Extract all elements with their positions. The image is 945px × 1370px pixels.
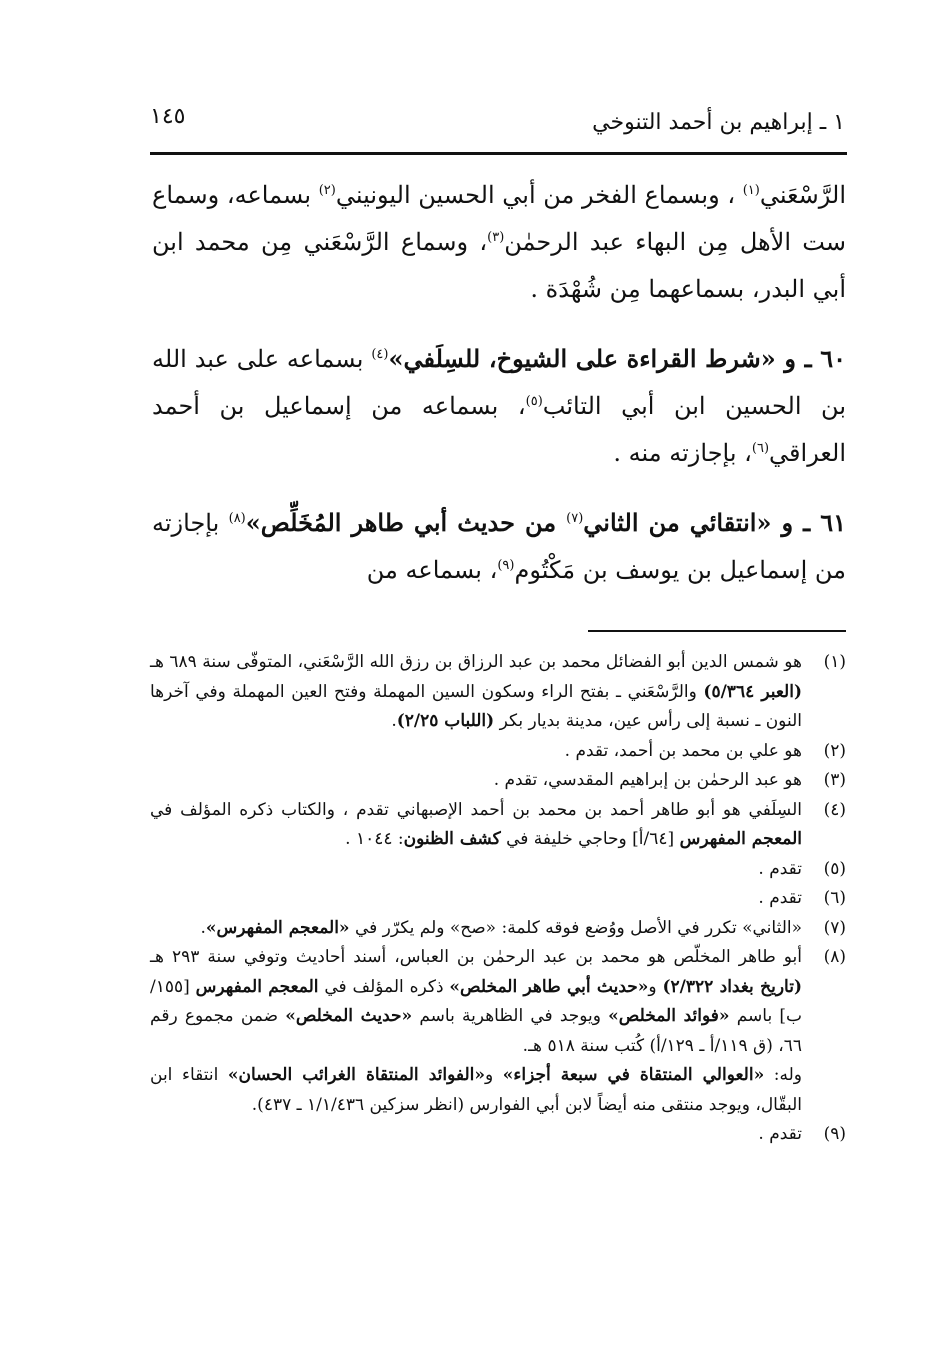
- footnote-ref: (٨): [228, 511, 246, 526]
- text-run: و: [484, 1065, 503, 1085]
- footnote-ref: (٧): [566, 511, 584, 526]
- entry-61: [152, 499, 846, 594]
- entry-heading-cont: من حديث أبي طاهر المُخَلِّص»: [245, 508, 567, 537]
- text-run: انتقاء ابن البقّال، ويوجد منتقى منه أيضاً لابن أبي الفوارس (انظر سزكين ١/١/٤٣٦ ـ ٤٣٧).: [150, 1065, 802, 1115]
- footnote-number: (٢): [823, 740, 846, 761]
- text-run: [٦٤/أ] وحاجي خليفة في: [500, 829, 680, 849]
- text-run: و: [648, 976, 663, 997]
- footnote-number: (٥): [823, 858, 846, 879]
- text-run: .: [391, 711, 397, 731]
- footnote-number: (٦): [823, 888, 846, 908]
- text-run: بإجازته من إسماعيل بن يوسف بن مَكْتُوم: [152, 509, 846, 584]
- entry-heading: ٦٠ ـ و «شرط القراءة على الشيوخ، للسِلَفي»: [388, 344, 847, 373]
- text-run: بسماعه، وسماع ست الأهل مِن البهاء عبد الرحمٰن: [152, 181, 846, 256]
- text-run: [١٥٥/ب] باسم: [150, 976, 802, 1026]
- footnotes: [150, 648, 846, 1150]
- footnote-ref: (٢): [318, 183, 336, 198]
- footnote-number: (٩): [823, 1124, 846, 1144]
- footnote-number: (٤): [823, 799, 846, 820]
- footnote-number: (٣): [823, 770, 846, 790]
- text-run: أبو طاهر المخلّص هو محمد بن عبد الرحمٰن بن العباس، أسند أحاديث وتوفي سنة ٢٩٣ هـ: [150, 947, 802, 967]
- book-title: «المعجم المفهرس»: [205, 917, 350, 938]
- text-run: ، بسماعه من إسماعيل بن أحمد العراقي: [152, 392, 846, 467]
- text-run: «الثاني» تكرر في الأصل ووُضع فوقه كلمة: «صح» ولم يكرّر في: [349, 917, 802, 938]
- footnote-number: (٨): [823, 947, 846, 967]
- footnote-8: [150, 943, 846, 1120]
- book-title: المعجم المفهرس: [679, 829, 802, 849]
- text-run: تقدم .: [758, 888, 802, 908]
- page-number: ١٤٥: [150, 104, 186, 129]
- text-run: السِلَفي هو أبو طاهر أحمد بن محمد بن أحمد الإصبهاني تقدم ، والكتاب ذكره المؤلف في: [150, 799, 802, 820]
- footnote-number: (١): [823, 652, 846, 672]
- main-text: [152, 172, 846, 594]
- footnote-ref: (١): [742, 183, 760, 198]
- footnote-number: (٧): [823, 917, 846, 938]
- text-run: ، بسماعه من: [366, 556, 498, 584]
- footnote-3: [150, 766, 846, 796]
- citation: (العبر ٥/٣٦٤): [703, 681, 802, 702]
- footnote-divider: [588, 630, 846, 632]
- footnote-4: [150, 796, 846, 855]
- book-title: «العوالي المنتقاة في سبعة أجزاء»: [502, 1065, 765, 1085]
- text-run: : ١٠٤٤ .: [345, 829, 404, 849]
- footnote-2: [150, 737, 846, 767]
- text-run: ، وسماع الرَّسْعَني مِن محمد ابن أبي البدر، بسماعهما مِن شُهْدَة .: [152, 228, 846, 303]
- entry-60: [152, 335, 846, 477]
- text-run: ، بإجازته منه .: [613, 439, 752, 467]
- text-run: الرَّسْعَني: [759, 181, 846, 209]
- chapter-title: ١ ـ إبراهيم بن أحمد التنوخي: [592, 110, 845, 135]
- text-run: هو علي بن محمد بن أحمد، تقدم .: [564, 740, 802, 761]
- text-run: ويوجد في الظاهرية باسم: [412, 1006, 609, 1026]
- text-run: ، وبسماع الفخر من أبي الحسين اليونيني: [335, 181, 743, 209]
- footnote-7: [150, 914, 846, 944]
- text-run: .: [200, 917, 206, 938]
- text-run: هو شمس الدين أبو الفضائل محمد بن عبد الرزاق بن رزق الله الرَّسْعَني، المتوفّى سنة ٦٨٩ هـ: [150, 652, 802, 672]
- text-run: هو عبد الرحمٰن بن إبراهيم المقدسي، تقدم .: [493, 770, 802, 790]
- citation: (اللباب ٢/٢٥): [396, 711, 495, 731]
- text-run: تقدم .: [758, 1124, 802, 1144]
- text-run: ذكره المؤلف في: [318, 976, 450, 997]
- footnote-ref: (٥): [525, 394, 543, 409]
- paragraph-continuation: [152, 172, 846, 313]
- footnote-ref: (٩): [497, 558, 515, 573]
- footnote-9: [150, 1120, 846, 1150]
- citation: (تاريخ بغداد ٢/٣٢٢): [662, 976, 802, 997]
- entry-heading: ٦١ ـ و «انتقائي من الثاني: [583, 508, 847, 537]
- running-header: [150, 100, 845, 148]
- book-title: المعجم المفهرس: [195, 976, 319, 997]
- text-run: تقدم .: [758, 858, 802, 879]
- text-run: بسماعه على عبد الله بن الحسين ابن أبي التائب: [152, 345, 847, 420]
- footnote-ref: (٣): [487, 230, 505, 245]
- header-divider: [150, 152, 847, 155]
- book-title: «الفوائد المنتقاة الغرائب الحسان»: [227, 1065, 485, 1085]
- book-title: «حديث المخلص»: [285, 1006, 413, 1026]
- text-run: والرَّسْعَني ـ بفتح الراء وسكون السين المهملة وفتح العين المهملة وفي آخرها النون ـ نسبة إلى رأس عين، مدينة بديار بكر: [150, 681, 802, 731]
- footnote-5: [150, 855, 846, 885]
- footnote-ref: (٤): [371, 347, 389, 362]
- footnote-6: [150, 884, 846, 914]
- text-run: وله:: [764, 1065, 802, 1085]
- book-title: كشف الظنون: [403, 829, 501, 849]
- footnote-ref: (٦): [751, 441, 770, 456]
- book-title: «حديث أبي طاهر المخلص»: [449, 976, 649, 997]
- footnote-1: [150, 648, 846, 737]
- text-run: ضمن مجموع رقم ٦٦، (ق ١١٩/أ ـ ١٢٩/أ) كُتب سنة ٥١٨ هـ.: [150, 1006, 802, 1056]
- book-title: «فوائد المخلص»: [608, 1006, 730, 1026]
